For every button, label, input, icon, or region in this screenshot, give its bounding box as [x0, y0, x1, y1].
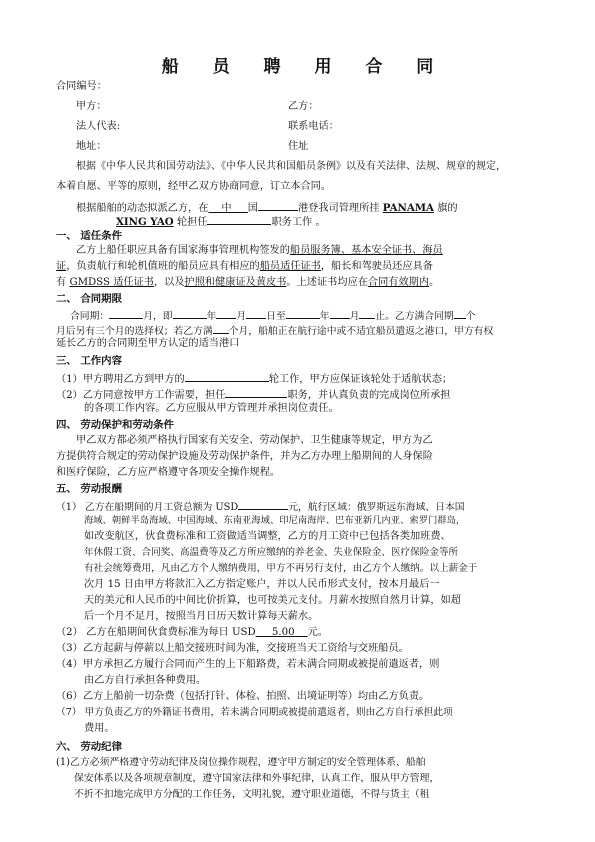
contact-phone-label: 联系电话：	[288, 121, 339, 132]
ship-name-field: XING YAO	[116, 216, 174, 228]
section-6-line-3: 不折不扣地完成甲方分配的工作任务，文明礼貌，遵守职业道德，不得与货主（租	[74, 789, 430, 800]
port-blank	[258, 199, 298, 211]
section-5-item-1-line-3: 如改变航区，伙食费标准和工资做适当调整，乙方的月工资中已包括各类加班费、	[84, 531, 451, 542]
section-5-item-2: （2） 乙方在船期间伙食费标准为每日 USD 5.00 元。	[56, 627, 328, 638]
party-a-label: 甲方：	[76, 101, 107, 112]
section-3-heading: 三、 工作内容	[56, 355, 122, 367]
assignment-paragraph: 根据船舶的动态拟派乙方，在 中 国 港登我司管理所挂 PANAMA 旗的	[76, 199, 458, 216]
section-6-line-1: (1)乙方必须严格遵守劳动纪律及岗位操作规程，遵守甲方制定的安全管理体系、船舶	[56, 757, 426, 768]
section-1-line-3: 有 GMDSS 适任证书，以及护照和健康证及黄皮书。上述证书均应在合同有效期内。	[56, 277, 440, 288]
preamble-line-1: 根据《中华人民共和国劳动法》、《中华人民共和国船员条例》以及有关法律、法规、规章的规定，	[76, 161, 506, 172]
section-5-heading: 五、 劳动报酬	[56, 483, 122, 495]
section-5-item-1-line-1: （1） 乙方在船期间的月工资总额为 USD 元，航行区域：俄罗斯远东海域、日本国	[56, 498, 465, 515]
section-5-item-7-line-1: （7） 甲方负责乙方的外籍证书费用，若未满合同期或被提前遣返者，则由乙方自行承担此项	[56, 707, 453, 718]
section-5-item-1-line-2: 海域、朝鲜半岛海域、中国海域、东南亚海域、印尼南海岸、巴布亚新几内亚、索罗门群岛，	[84, 515, 466, 526]
section-5-item-6: （6）乙方上船前一切杂费（包括打针、体检、拍照、出境证明等）均由乙方负责。	[56, 691, 430, 702]
legal-representative-label: 法人代表:	[76, 121, 121, 132]
section-4-line-2: 方提供符合规定的劳动保护设施及劳动保护条件，并为乙方办理上船期间的人身保险	[56, 451, 433, 462]
section-5-item-7-line-2: 费用。	[84, 723, 115, 734]
section-5-item-4-line-2: 由乙方自行承担各种费用。	[84, 675, 207, 686]
section-5-item-1-line-8: 后一个月不足月，按照当月日历天数计算每天薪水。	[84, 611, 319, 622]
section-1-line-2: 证，负责航行和轮机值班的船员应具有相应的船员适任证书，船长和驾驶员还应具备	[56, 261, 433, 272]
section-4-heading: 四、 劳动保护和劳动条件	[56, 419, 174, 431]
section-5-item-1-line-6: 次月 15 日由甲方将款汇入乙方指定账户，并以人民币形式支付，按本月最后一	[84, 579, 440, 590]
section-5-item-3: （3）乙方起薪与停薪以上船交接班时间为准，交接班当天工资给与交班船员。	[56, 643, 409, 654]
section-3-item-1: （1）甲方聘用乙方到甲方的 轮工作，甲方应保证该轮处于适航状态；	[56, 370, 452, 387]
section-2-heading: 二、 合同期限	[56, 293, 122, 305]
section-6-line-2: 保安体系以及各项规章制度，遵守国家法律和外事纪律，认真工作，服从甲方管理，	[74, 773, 440, 784]
residence-label: 住址	[288, 141, 309, 152]
section-2-line-2: 月后另有三个月的选择权；若乙方满 个月，船舶正在航行途中或不适宜船员遣返之港口，甲方有权	[56, 322, 493, 339]
section-5-item-1-line-4: 年休假工资、合同奖、高温费等及乙方所应缴纳的养老金、失业保险金、医疗保险金等所	[84, 547, 459, 558]
address-label: 地址：	[76, 141, 107, 152]
section-4-line-1: 甲乙双方都必须严格执行国家有关安全、劳动保护、卫生健康等规定，甲方为乙	[76, 435, 433, 446]
section-5-item-1-line-7: 天的美元和人民币的中间比价折算，也可按美元支付。月薪水按照自然月计算，如超	[84, 595, 461, 606]
preamble-line-2: 本着自愿、平等的原则，经甲乙双方协商同意，订立本合同。	[56, 181, 332, 192]
document-title: 船 员 聘 用 合 同	[161, 57, 448, 77]
country-field: 中	[221, 203, 232, 214]
section-5-item-4-line-1: （4）甲方承担乙方履行合同而产生的上下船路费，若未满合同期或被提前遣返者，则	[56, 659, 440, 670]
section-2-line-3: 延长乙方的合同期至甲方认定的适当港口	[56, 338, 240, 349]
section-4-line-3: 和医疗保险，乙方应严格遵守各项安全操作规程。	[56, 467, 281, 478]
section-2-line-1: 合同期： 月，即 年 月 日至 年 月 止。乙方满合同期 个	[70, 307, 476, 324]
section-5-item-1-line-5: 有社会统筹费用，凡由乙方个人缴纳费用，甲方不再另行支付，由乙方个人缴纳。以上薪金于	[84, 563, 478, 574]
assignment-paragraph-line-2: XING YAO 轮担任 职务工作 。	[116, 213, 326, 230]
flag-field: PANAMA	[382, 202, 434, 214]
contract-number-label: 合同编号：	[56, 81, 107, 92]
section-1-heading: 一、 适任条件	[56, 230, 122, 242]
section-6-heading: 六、 劳动纪律	[56, 741, 122, 753]
position-blank	[207, 213, 271, 225]
section-3-item-2-line-2: 的各项工作内容。乙方应服从甲方管理并承担岗位责任。	[84, 403, 339, 414]
party-b-label: 乙方：	[288, 101, 319, 112]
section-3-item-2: （2）乙方同意按甲方工作需要，担任 职务，并认真负责的完成岗位所承担	[56, 386, 450, 403]
meal-allowance-value: 5.00	[271, 627, 295, 638]
section-1-line-1: 乙方上船任职应具备有国家海事管理机构签发的船员服务簿、基本安全证书、海员	[76, 245, 443, 256]
